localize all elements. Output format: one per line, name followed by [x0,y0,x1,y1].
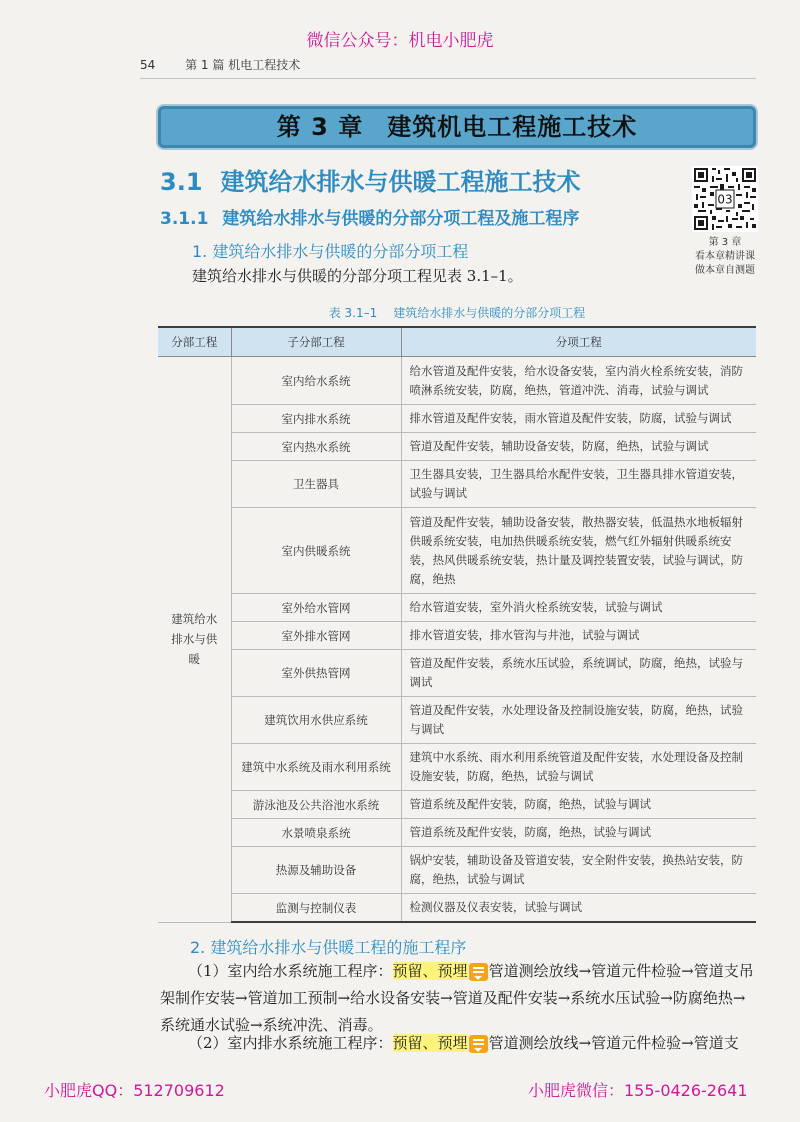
table-header-items: 分项工程 [401,327,756,357]
subdivision-cell: 建筑中水系统及雨水利用系统 [231,744,401,791]
table-row [158,819,756,847]
note-icon[interactable] [469,1035,488,1053]
chapter-title: 建筑机电工程施工技术 [387,113,638,141]
note-icon[interactable] [469,963,488,981]
section-heading [160,162,581,197]
paragraph-prefix: （1）室内给水系统施工程序： [188,962,393,980]
subdivision-cell: 游泳池及公共浴池水系统 [231,791,401,819]
table-caption-number: 表 3.1–1 [328,306,378,320]
table-row [158,847,756,894]
table-caption [158,304,756,321]
chapter-banner [158,106,756,148]
subdivision-cell: 建筑饮用水供应系统 [231,697,401,744]
items-cell: 管道及配件安装，水处理设备及控制设施安装，防腐，绝热，试验与调试 [401,697,756,744]
table-row [158,650,756,697]
qr-caption-line: 第 3 章 [708,237,742,248]
paragraph-prefix: （2）室内排水系统施工程序： [188,1034,393,1052]
subdivision-cell: 室内热水系统 [231,433,401,461]
page-number: 54 [140,58,156,72]
table-row [158,357,756,405]
qr-caption-line: 做本章自测题 [695,265,755,276]
items-cell: 检测仪器及仪表安装，试验与调试 [401,894,756,923]
highlighted-text: 预留、预埋 [392,1034,468,1052]
division-cell: 建筑给水排水与供暖 [158,357,231,923]
subsection-heading [160,204,579,229]
division-table [158,326,756,923]
subdivision-cell: 卫生器具 [231,461,401,508]
table-header-division: 分部工程 [158,327,231,357]
subsection-title: 建筑给水排水与供暖的分部分项工程及施工程序 [222,209,580,229]
table-row [158,461,756,508]
items-cell: 管道及配件安装，辅助设备安装，散热器安装，低温热水地板辐射供暖系统安装，电加热供暖系统安装，燃气红外辐射供暖系统安装，热风供暖系统安装，热计量及调控装置安装，试验与调试，防腐，绝热 [401,508,756,594]
items-cell: 给水管道及配件安装，给水设备安装，室内消火栓系统安装，消防喷淋系统安装，防腐，绝热，管道冲洗、消毒，试验与调试 [401,357,756,405]
subsection-number: 3.1.1 [160,209,209,229]
table-row [158,433,756,461]
items-cell: 锅炉安装，辅助设备及管道安装，安全附件安装，换热站安装，防腐，绝热，试验与调试 [401,847,756,894]
footer-watermark-left: 小肥虎QQ：512709612 [44,1081,225,1100]
paragraph-text: 管道测绘放线→管道元件检验→管道支 [488,1034,739,1052]
table-row [158,508,756,594]
subdivision-cell: 室内供暖系统 [231,508,401,594]
table-header-row [158,327,756,357]
section-title: 建筑给水排水与供暖工程施工技术 [220,168,581,196]
highlighted-text: 预留、预埋 [392,962,468,980]
items-cell: 建筑中水系统、雨水利用系统管道及配件安装，水处理设备及控制设施安装，防腐，绝热，试验与调试 [401,744,756,791]
table-header-subdivision: 子分部工程 [231,327,401,357]
items-cell: 管道及配件安装，系统水压试验，系统调试，防腐，绝热，试验与调试 [401,650,756,697]
part-title: 第 1 篇 机电工程技术 [185,58,301,72]
running-head [140,56,300,73]
table-row [158,622,756,650]
items-cell: 给水管道安装，室外消火栓系统安装，试验与调试 [401,594,756,622]
section-number: 3.1 [160,168,203,196]
watermark-top: 微信公众号：机电小肥虎 [306,31,494,51]
table-row [158,594,756,622]
table-row [158,697,756,744]
table-caption-title: 建筑给水排水与供暖的分部分项工程 [393,306,586,320]
items-cell: 管道系统及配件安装，防腐，绝热，试验与调试 [401,819,756,847]
paragraph-indoor-water-supply [160,958,756,1039]
items-cell: 卫生器具安装，卫生器具给水配件安装，卫生器具排水管道安装，试验与调试 [401,461,756,508]
items-cell: 排水管道及配件安装，雨水管道及配件安装，防腐，试验与调试 [401,405,756,433]
subdivision-cell: 室外供热管网 [231,650,401,697]
items-cell: 管道系统及配件安装，防腐，绝热，试验与调试 [401,791,756,819]
item2-heading: 2. 建筑给水排水与供暖工程的施工程序 [190,938,467,957]
subdivision-cell: 室外排水管网 [231,622,401,650]
item1-intro: 建筑给水排水与供暖的分部分项工程见表 3.1–1。 [192,267,523,285]
qr-code-icon[interactable] [692,166,758,232]
subdivision-cell: 室外给水管网 [231,594,401,622]
table-row [158,405,756,433]
header-rule [140,78,756,79]
table-row [158,791,756,819]
subdivision-cell: 室内排水系统 [231,405,401,433]
subdivision-cell: 监测与控制仪表 [231,894,401,923]
chapter-label: 第 3 章 [276,113,364,141]
subdivision-cell: 水景喷泉系统 [231,819,401,847]
table-row [158,744,756,791]
item1-heading: 1. 建筑给水排水与供暖的分部分项工程 [192,242,469,261]
paragraph-text: 管道测绘放线→管道元件检验→管道支吊架制作安装→管道加工预制→给水设备安装→管道及配件安装→系统水压试验→防腐绝热→系统通水试验→系统冲洗、消毒。 [160,962,754,1034]
qr-caption [680,236,770,278]
svg-text:03: 03 [717,192,733,207]
subdivision-cell: 室内给水系统 [231,357,401,405]
paragraph-indoor-drainage [160,1030,756,1057]
qr-caption-line: 看本章精讲课 [695,251,755,262]
subdivision-cell: 热源及辅助设备 [231,847,401,894]
footer-watermark-right: 小肥虎微信：155-0426-2641 [528,1081,748,1100]
items-cell: 排水管道安装，排水管沟与井池，试验与调试 [401,622,756,650]
table-row [158,894,756,923]
items-cell: 管道及配件安装，辅助设备安装，防腐，绝热，试验与调试 [401,433,756,461]
